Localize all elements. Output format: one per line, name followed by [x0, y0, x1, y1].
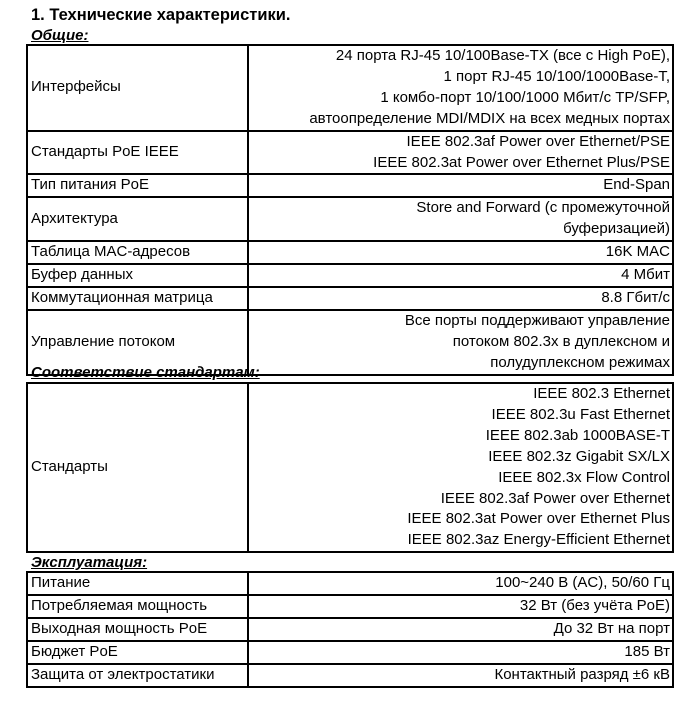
spec-value: 4 Мбит — [248, 264, 673, 287]
spec-label: Архитектура — [27, 197, 248, 241]
spec-table-general — [26, 44, 674, 376]
spec-label: Управление потоком — [27, 310, 248, 375]
spec-label: Таблица MAC-адресов — [27, 241, 248, 264]
section-heading-general: Общие: — [31, 27, 89, 44]
spec-label: Тип питания PoE — [27, 174, 248, 197]
table-row — [27, 664, 673, 687]
table-row — [27, 264, 673, 287]
spec-label: Стандарты PoE IEEE — [27, 131, 248, 175]
spec-label: Защита от электростатики — [27, 664, 248, 687]
spec-value: 16K MAC — [248, 241, 673, 264]
spec-value: 8.8 Гбит/с — [248, 287, 673, 310]
spec-table-standards — [26, 382, 674, 553]
spec-value: До 32 Вт на порт — [248, 618, 673, 641]
table-row — [27, 383, 673, 552]
document-title: 1. Технические характеристики. — [31, 6, 291, 24]
spec-value: 32 Вт (без учёта PoE) — [248, 595, 673, 618]
table-row — [27, 241, 673, 264]
spec-value: Store and Forward (с промежуточной буферизацией) — [248, 197, 673, 241]
spec-label: Выходная мощность PoE — [27, 618, 248, 641]
spec-table-operation — [26, 571, 674, 688]
table-row — [27, 572, 673, 595]
spec-label: Стандарты — [27, 383, 248, 552]
spec-label: Потребляемая мощность — [27, 595, 248, 618]
spec-value: End-Span — [248, 174, 673, 197]
table-row — [27, 197, 673, 241]
spec-label: Буфер данных — [27, 264, 248, 287]
spec-label: Бюджет PoE — [27, 641, 248, 664]
spec-value: 100~240 В (AC), 50/60 Гц — [248, 572, 673, 595]
spec-value: IEEE 802.3af Power over Ethernet/PSE IEEE 802.3at Power over Ethernet Plus/PSE — [248, 131, 673, 175]
spec-label: Питание — [27, 572, 248, 595]
table-row — [27, 595, 673, 618]
spec-value: IEEE 802.3 Ethernet IEEE 802.3u Fast Ethernet IEEE 802.3ab 1000BASE-T IEEE 802.3z Gigabit SX/LX IEEE 802.3x Flow Control IEEE 802.3af Power over Ethernet IEEE 802.3at Power over Ethernet Plus IEEE 802.3az Energy-Efficient Ethernet — [248, 383, 673, 552]
table-row — [27, 45, 673, 131]
spec-label: Интерфейсы — [27, 45, 248, 131]
table-row — [27, 131, 673, 175]
spec-value: Контактный разряд ±6 кВ — [248, 664, 673, 687]
spec-value: 24 порта RJ-45 10/100Base-TX (все с High PoE), 1 порт RJ-45 10/100/1000Base-T, 1 комбо-порт 10/100/1000 Мбит/с TP/SFP, автоопределение MDI/MDIX на всех медных портах — [248, 45, 673, 131]
spec-label: Коммутационная матрица — [27, 287, 248, 310]
section-heading-standards: Соответствие стандартам: — [31, 364, 260, 381]
table-row — [27, 287, 673, 310]
table-row — [27, 174, 673, 197]
spec-value: Все порты поддерживают управление потоком 802.3x в дуплексном и полудуплексном режимах — [248, 310, 673, 375]
table-row — [27, 641, 673, 664]
section-heading-operation: Эксплуатация: — [31, 554, 148, 571]
spec-value: 185 Вт — [248, 641, 673, 664]
table-row — [27, 618, 673, 641]
